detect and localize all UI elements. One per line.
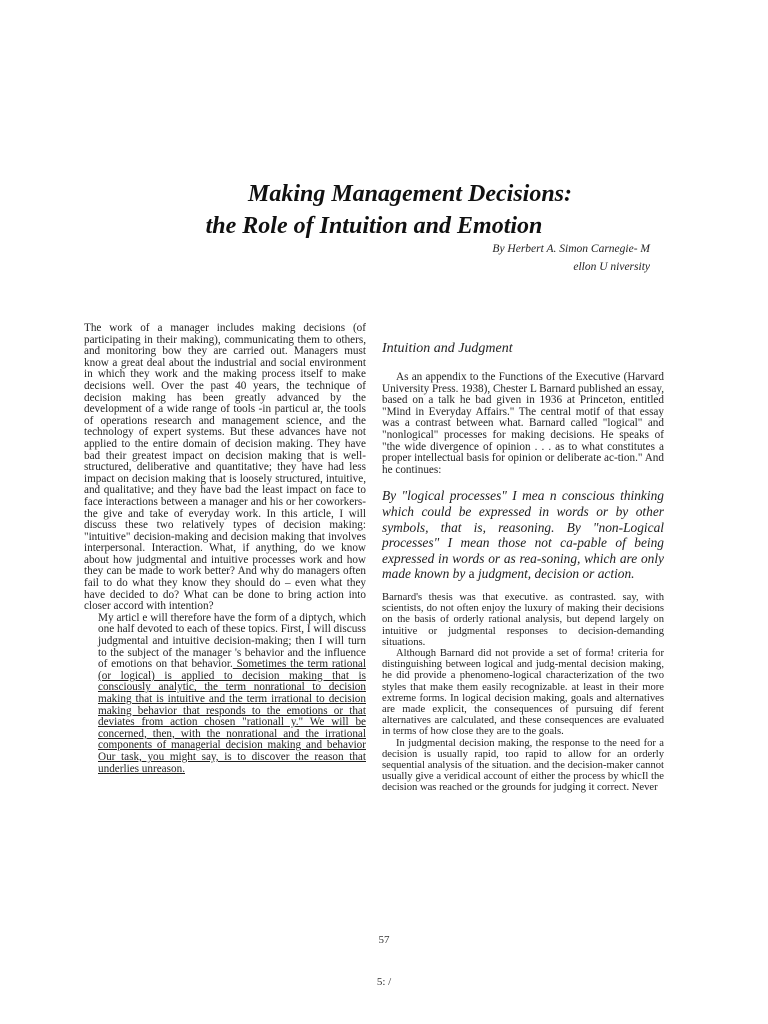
left-paragraph-2-lead: My articl e will therefore have the form of a diptych, which one half devoted to each of these topics. First, I will discuss judgmental and intuitive decision-making; then I will turn to the subject of the manager 's behavior and the influence of emotions on that behavior. (98, 611, 366, 671)
quote-text: By "logical processes" I mea n conscious thinking which could be expressed in words or by other symbols, that is, reasoning. By "non-Logical processes" I mean those not ca-pable of being expressed in words or as rea-soning, which are only made known by (382, 488, 664, 582)
byline-line-2: ellon U niversity (573, 261, 650, 273)
right-paragraph-4: In judgmental decision making, the response to the need for a decision is usually rapid, too rapid to allow for an orderly sequential analysis of the situation. and the decision-maker cannot usually give a veridical account of either the process by whicIl the decision was reached or the grounds for judging it correct. Never (382, 737, 664, 794)
quote-article: a (465, 566, 475, 582)
right-paragraph-2: Barnard's thesis was that executive. as contrasted. say, with scientists, do not often enjoy the luxury of making their decisions on the basis of orderly rational analysis, but depend largely on intuitive or judgmental responses to decision-demanding situations. (382, 591, 664, 648)
right-column (382, 340, 664, 794)
page-number: 57 (378, 934, 390, 946)
left-paragraph-2-underlined: Sometimes the term rational (or logical) is applied to decision making that is consciously analytic, the term nonrational to decision making that is intuitive and the term irrational to decision making behavior that responds to the emotions or that deviates from action chosen "rationall y." We will be concerned, then, with the nonrational and the irrational components of managerial decision making and behavior Our task, you might say, is to discover the reason that underlies unreason. (98, 658, 366, 775)
section-heading: Intuition and Judgment (382, 341, 513, 356)
block-quote (382, 488, 664, 582)
left-paragraph-1: The work of a manager includes making decisions (of participating in their making), communicating them to others, and monitoring bow they are carried out. Managers must know a great deal about the industrial and social environment in which they work and the making process itself to make decisions well. Over the past 40 years, the technique of decision making has been greatly advanced by the development of a wide range of tools -in particul ar, the tools of operations research and management science, and the technology of expert systems. But these advances have not applied to the entire domain of decision making. They have bad their greatest impact on decision making that is well-structured, deliberative and quantitative; they have had less impact on decision making that is loosely structured, intuitive, and qualitative; and they have bad the least impact on face to face interactions between a manager and his or her coworkers-the give and take of everyday work. In this article, I will discuss these two relatively types of decision making: "intuitive" decision-making and decision making that involves interpersonal. Interaction. What, if anything, do we know about how judgmental and intuitive processes work and how they can be made to work better? And why do managers often fail to do what they know they should do – even what they have decided to do? What can be done to bring action into closer accord with intention? (84, 322, 366, 613)
left-column (84, 323, 366, 775)
right-paragraph-1: As an appendix to the Functions of the Executive (Harvard University Press. 1938), Chester L Barnard published an essay, based on a talk he bad given in 1936 at Princeton, entitled "Mind in Everyday Affairs." The central motif of that essay was a contrast between what. Barnard called "logical" and "nonlogical" processes for making decisions. He speaks of "the wide divergence of opinion . . . as to what constitutes a proper intellectual basis for opinion or deliberate ac-tion." And he continues: (382, 371, 664, 476)
article-title (0, 178, 768, 242)
title-line-1: Making Management Decisions: (247, 181, 573, 207)
byline-line-1: By Herbert A. Simon Carnegie- M (492, 243, 650, 255)
byline (390, 240, 650, 276)
left-paragraph-2 (84, 613, 366, 775)
right-paragraph-3: Although Barnard did not provide a set of forma! criteria for distinguishing between logical and judg-mental decision making, he did provide a phenomeno-logical characterization of the two styles that make them easily recognizable. at least in their more extreme forms. In logical decision making, goals and alternatives are made explicit, the consequences of pursuing dif ferent alternatives are calculated, and these consequences are evaluated in terms of how close they are to the goals. (382, 647, 664, 738)
footer-mark: 5: / (376, 976, 392, 988)
title-line-2: the Role of Intuition and Emotion (205, 213, 543, 239)
quote-end: judgment, decision or action. (474, 566, 635, 582)
